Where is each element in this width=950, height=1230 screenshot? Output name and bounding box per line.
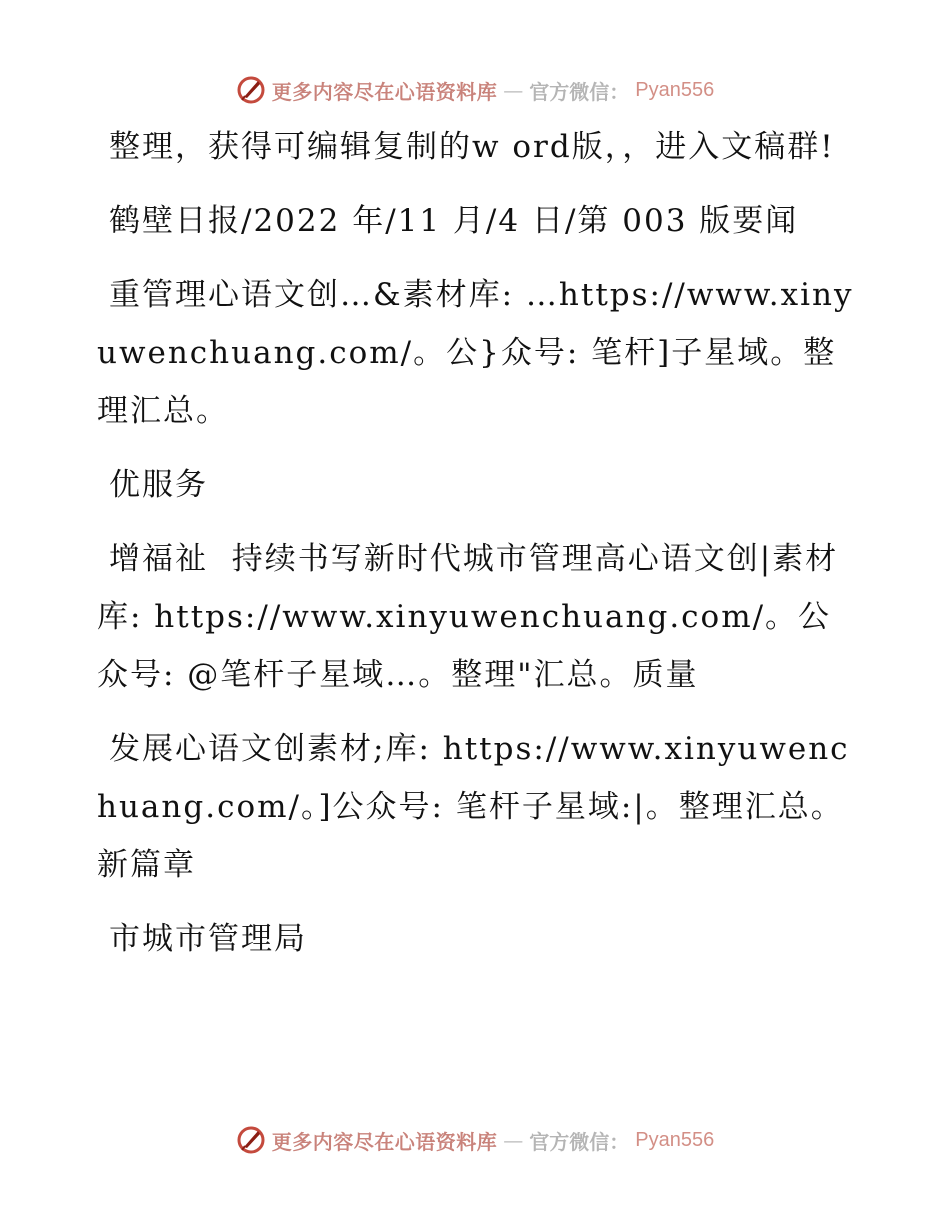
document-body (97, 118, 857, 984)
quill-logo-icon (236, 1125, 266, 1155)
paragraph-heading-3: 增福祉 持续书写新时代城市管理高心语文创|素材库: https://www.xinyuwenchuang.com/。公众号: @笔杆子星域…。整理"汇总。质量 (97, 541, 839, 693)
paragraph-byline: 市城市管理局 (109, 921, 307, 957)
watermark-wechat-label: 官方微信： (529, 1129, 630, 1154)
quill-logo-icon (236, 75, 266, 105)
watermark-site-text: 更多内容尽在心语资料库 (271, 79, 498, 104)
paragraph-intro: 整理，获得可编辑复制的w ord版，，进入文稿群! (109, 129, 835, 165)
watermark-separator: — (503, 78, 524, 102)
watermark-wechat-id: Pyan556 (635, 1128, 715, 1151)
watermark-site-text: 更多内容尽在心语资料库 (271, 1129, 498, 1154)
paragraph-heading-1: 重管理心语文创…&素材库: …https://www.xinyuwenchuang.com/。公}众号: 笔杆]子星域。整理汇总。 (97, 277, 854, 429)
watermark-wechat-label: 官方微信： (529, 79, 630, 104)
footer-watermark (0, 1120, 950, 1160)
watermark-wechat-id: Pyan556 (635, 78, 715, 101)
paragraph-heading-4: 发展心语文创素材;库: https://www.xinyuwenchuang.com/。]公众号: 笔杆子星域:|。整理汇总。新篇章 (97, 731, 850, 883)
watermark-separator: — (503, 1128, 524, 1152)
paragraph-dateline: 鹤壁日报/2022 年/11 月/4 日/第 003 版要闻 (109, 203, 799, 239)
paragraph-heading-2: 优服务 (109, 467, 208, 503)
header-watermark (0, 70, 950, 110)
